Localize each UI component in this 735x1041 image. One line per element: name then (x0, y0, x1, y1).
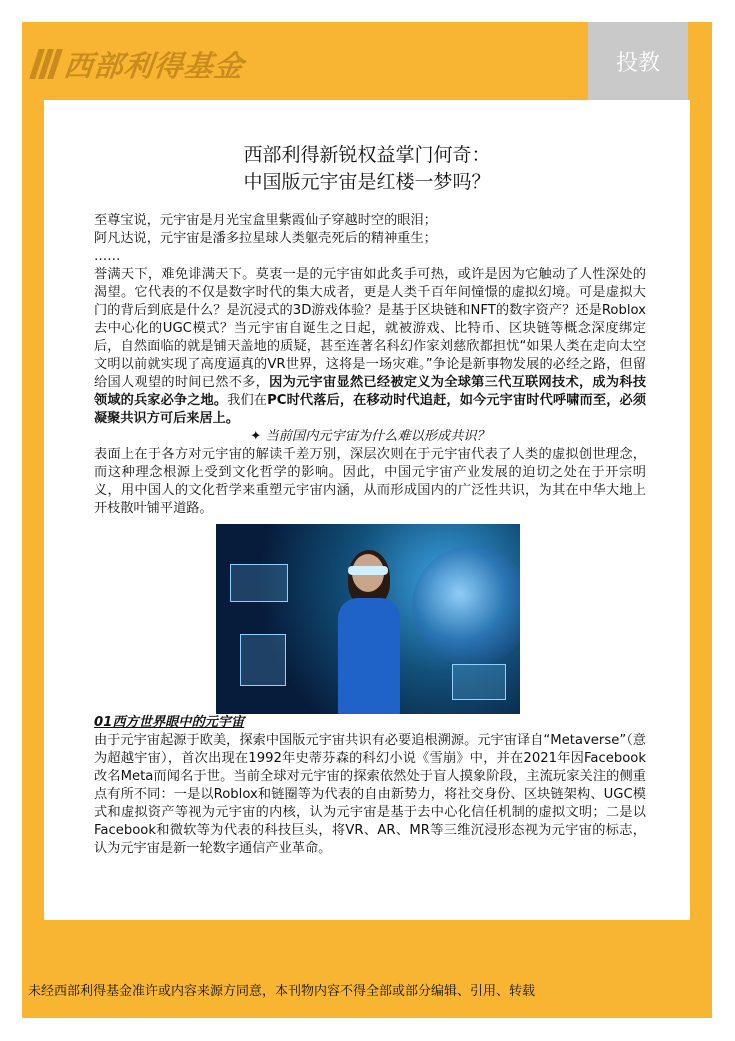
brand-logo (34, 46, 244, 82)
quote-line-1: 至尊宝说，元宇宙是月光宝盒里紫霞仙子穿越时空的眼泪； (94, 213, 437, 228)
article-title (44, 142, 690, 196)
paragraph-1-text: 誉满天下，难免诽满天下。莫衷一是的元宇宙如此炙手可热，或许是因为它触动了人性深处的渴望。它代表的不仅是数字时代的集大成者，更是人类千百年间憧憬的虚拟幻境。可是虚拟大门的背后到底是什么？是沉浸式的3D游戏体验？是基于区块链和NFT的数字资产？还是Roblox去中心化的UGC模式？当元宇宙自诞生之日起，就被游戏、比特币、区块链等概念深度绑定后，自然面临的就是铺天盖地的质疑，甚至连著名科幻作家刘慈欣都担忧“如果人类在走向太空文明以前就实现了高度逼真的VR世界，这将是一场灾难。”争论是新事物发展的必经之路，但留给国人观望的时间已然不多， (94, 267, 646, 390)
paragraph-1-mid: 我们在 (227, 393, 268, 408)
woman-with-vr-headset (334, 554, 404, 714)
hologram-panel (240, 634, 286, 686)
ellipsis: …… (94, 249, 121, 264)
logo-text: 西部利得基金 (62, 48, 246, 83)
hologram-panel (230, 564, 288, 602)
planet-graphic (412, 546, 520, 666)
section-heading: 01西方世界眼中的元宇宙 (94, 715, 245, 730)
paragraph-1-bold-a: 因为元宇宙显然已经被定义为全球第三代互联网技术，成为科技领域的兵家必争之地。 (94, 375, 647, 408)
title-line-1: 西部利得新锐权益掌门何奇： (243, 144, 491, 166)
title-line-2: 中国版元宇宙是红楼一梦吗？ (243, 171, 491, 193)
copyright-notice: 未经西部利得基金准许或内容来源方同意，本刊物内容不得全部或部分编辑、引用、转载 (28, 984, 536, 999)
article-card (44, 100, 690, 920)
paragraph-1-bold-b: PC时代落后，在移动时代追赶，如今元宇宙时代呼啸而至，必须凝聚共识方可后来居上。 (94, 393, 647, 426)
article-body (94, 212, 646, 858)
vr-visor-icon (348, 566, 388, 575)
metaverse-image (216, 524, 520, 714)
paragraph-3: 由于元宇宙起源于欧美，探索中国版元宇宙共识有必要追根溯源。元宇宙译自“Metaverse”（意为超越宇宙），首次出现在1992年史蒂芬森的科幻小说《雪崩》中，并在2021年因Facebook改名Meta而闻名于世。当前全球对元宇宙的探索依然处于盲人摸象阶段，主流玩家关注的侧重点有所不同：一是以Roblox和链圈等为代表的自由新势力，将社交身份、区块链架构、UGC模式和虚拟资产等视为元宇宙的内核，认为元宇宙是基于去中心化信任机制的虚拟文明；二是以Facebook和微软等为代表的科技巨头，将VR、AR、MR等三维沉浸形态视为元宇宙的标志，认为元宇宙是新一轮数字通信产业革命。 (94, 733, 646, 856)
quote-line-2: 阿凡达说，元宇宙是潘多拉星球人类躯壳死后的精神重生； (94, 231, 437, 246)
category-tag: 投教 (588, 22, 688, 100)
section-question: ✦ 当前国内元宇宙为什么难以形成共识？ (250, 429, 490, 444)
hologram-panel (452, 664, 506, 700)
logo-stripes-icon (34, 49, 58, 79)
paragraph-1 (94, 266, 646, 428)
paragraph-2: 表面上在于各方对元宇宙的解读千差万别，深层次则在于元宇宙代表了人类的虚拟创世理念，而这种理念根源上受到文化哲学的影响。因此，中国元宇宙产业发展的迫切之处在于开宗明义，用中国人的文化哲学来重塑元宇宙内涵，从而形成国内的广泛性共识，为其在中华大地上开枝散叶铺平道路。 (94, 447, 646, 516)
